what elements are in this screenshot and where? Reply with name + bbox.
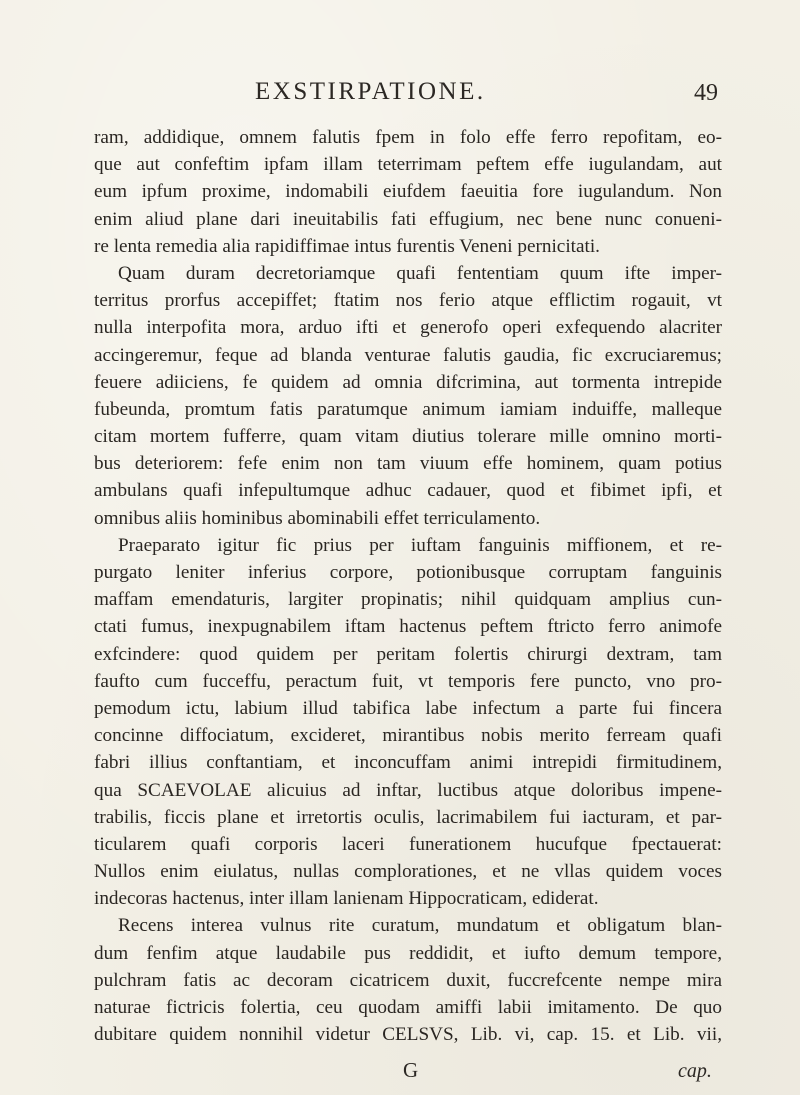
page-header — [0, 78, 800, 118]
body-text — [94, 124, 722, 1048]
text-line: pemodum ictu, labium illud tabifica labe infectum a parte fui fincera — [94, 697, 722, 719]
text-line: trabilis, ficcis plane et irretortis oculis, lacrimabilem fui iacturam, et par- — [94, 806, 722, 828]
text-line: exfcindere: quod quidem per peritam folertis chirurgi dextram, tam — [94, 643, 722, 665]
text-line: territus prorfus accepiffet; ftatim nos ferio atque efflictim rogauit, vt — [94, 290, 722, 312]
text-line: qua SCAEVOLAE alicuius ad inftar, luctibus atque doloribus impene- — [94, 779, 722, 801]
text-line: citam mortem fufferre, quam vitam diutius tolerare mille omnino morti- — [94, 426, 722, 448]
paragraph-start-line: Quam duram decretoriamque quafi fententiam quum ifte imper- — [118, 262, 722, 284]
text-line: ctati fumus, inexpugnabilem iftam hactenus peftem ftricto ferro animofe — [94, 616, 722, 638]
text-line: ticularem quafi corporis laceri funerationem hucufque fpectauerat: — [94, 833, 722, 855]
text-line: concinne diffociatum, excideret, mirantibus nobis merito ferream quafi — [94, 725, 722, 747]
catchword: cap. — [678, 1060, 712, 1082]
text-line: nulla interpofita mora, arduo ifti et generofo operi exfequendo alacriter — [94, 317, 722, 339]
text-line: enim aliud plane dari ineuitabilis fati effugium, nec bene nunc conueni- — [94, 208, 722, 230]
text-line: dubitare quidem nonnihil videtur CELSVS, Lib. vi, cap. 15. et Lib. vii, — [94, 1024, 722, 1046]
text-line: bus deteriorem: fefe enim non tam viuum effe hominem, quam potius — [94, 453, 722, 475]
text-line: purgato leniter inferius corpore, potionibusque corruptam fanguinis — [94, 562, 722, 583]
text-line: ram, addidique, omnem falutis fpem in folo effe ferro repofitam, eo- — [94, 127, 722, 148]
text-line: feuere adiiciens, fe quidem ad omnia difcrimina, aut tormenta intrepide — [94, 371, 722, 393]
text-line: fabri illius conftantiam, et inconcuffam animi intrepidi firmitudinem, — [94, 752, 722, 774]
text-line: eum ipfum proxime, indomabili eiufdem faeuitia fore iugulandum. Non — [94, 181, 722, 203]
text-line: faufto cum fucceffu, peractum fuit, vt temporis fere puncto, vno pro- — [94, 670, 722, 692]
text-line: re lenta remedia alia rapidiffimae intus furentis Veneni pernicitati. — [94, 235, 600, 257]
text-line: Nullos enim eiulatus, nullas complorationes, et ne vllas quidem voces — [94, 861, 722, 883]
signature-mark: G — [403, 1058, 419, 1082]
text-line: accingeremur, feque ad blanda venturae falutis gaudia, fic excruciaremus; — [94, 344, 722, 366]
running-title: EXSTIRPATIONE. — [255, 78, 486, 105]
page-number: 49 — [694, 80, 718, 106]
paragraph-start-line: Recens interea vulnus rite curatum, mundatum et obligatum blan- — [118, 915, 722, 937]
text-line: omnibus aliis hominibus abominabili effet terriculamento. — [94, 507, 541, 529]
text-line: pulchram fatis ac decoram cicatricem duxit, fuccrefcente nempe mira — [94, 969, 722, 991]
text-line: indecoras hactenus, inter illam lanienam Hippocraticam, ediderat. — [94, 888, 599, 910]
text-line: ambulans quafi infepultumque adhuc cadauer, quod et fibimet ipfi, et — [94, 480, 722, 502]
paragraph-start-line: Praeparato igitur fic prius per iuftam fanguinis miffionem, et re- — [118, 534, 722, 556]
text-line: fubeunda, promtum fatis paratumque animum iamiam induiffe, malleque — [94, 398, 722, 420]
page-footer — [0, 1058, 800, 1088]
text-line: naturae fictricis folertia, ceu quodam amiffi labii imitamento. De quo — [94, 997, 722, 1018]
text-line: maffam emendaturis, largiter propinatis; nihil quidquam amplius cun- — [94, 589, 722, 611]
text-line: que aut confeftim ipfam illam teterrimam peftem effe iugulandam, aut — [94, 154, 722, 176]
text-line: dum fenfim atque laudabile pus reddidit, et iufto demum tempore, — [94, 942, 722, 964]
